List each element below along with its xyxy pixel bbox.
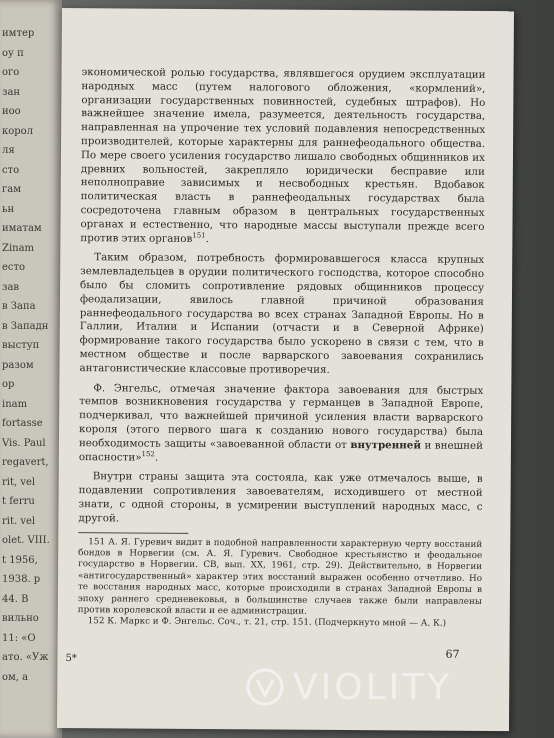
facing-page-line: есто <box>2 262 26 273</box>
violity-logo-icon <box>245 667 285 707</box>
footnote-151: 151 А. Я. Гуревич видит в подобной направленности характерную черту восстаний бондов в Норвегии (см. А. Я. Гуревич. Свободное крестьянство и феодальное государство в Норвегии. СВ, вып. XX, 1961, стр. 29). Действительно, в Норвегии «антигосударственный» характер этих восстаний выражен особенно отчетливо. Но те восстания народных масс, которые происходили в странах Западной Европы в эпоху раннего средневековья, в большинстве случаев также были направлены против королевской власти и ее администрации. <box>77 536 483 617</box>
facing-page-line: иматам <box>2 223 42 234</box>
facing-page-line: гам <box>2 184 21 195</box>
facing-page-line: 11: «О <box>2 632 36 644</box>
signature-mark: 5* <box>65 653 77 665</box>
facing-page-line: разом <box>2 359 34 371</box>
bold-word: внутренней <box>350 438 422 452</box>
facing-page-line: 1938. р <box>2 574 41 585</box>
footnote-ref-152: 152 <box>141 449 155 458</box>
facing-page-line: ля <box>2 145 15 156</box>
watermark <box>245 664 452 710</box>
facing-page-line: regavert, <box>2 457 49 468</box>
watermark-text: VIOLITY <box>293 666 453 708</box>
page-number: 67 <box>445 647 460 661</box>
facing-page-line: fortasse <box>2 418 43 429</box>
facing-page-line: вильно <box>2 613 39 624</box>
facing-page-line: выступ <box>2 340 40 351</box>
facing-page-line: корол <box>2 125 34 137</box>
facing-page-line: зав <box>2 281 20 293</box>
facing-page-line: Zinam <box>2 242 35 254</box>
book-page <box>57 8 514 731</box>
facing-page-line: зан <box>2 86 21 98</box>
facing-page-line: olet. VIII. <box>2 535 50 546</box>
facing-page-line: 44. В <box>2 593 29 605</box>
facing-page-line: t ferru <box>2 496 35 507</box>
facing-page-line: сто <box>2 164 20 176</box>
facing-page-line: rit, vel <box>2 476 36 488</box>
footnote-divider <box>78 532 188 534</box>
facing-page-line: оу п <box>2 47 24 59</box>
paragraph-4: Внутри страны защита эта состояла, как уже отмечалось выше, в подавлении сопротивления завоевателям, исходившего от местной знати, с одной стороны, в усмирении выступлений народных масс, с другой. <box>78 470 483 525</box>
facing-page-line: ого <box>2 67 20 78</box>
paragraph-2: Таким образом, потребность формировавшегося класса крупных землевладельцев в орудии политического господства, которое способно было бы сломить сопротивление рядовых общинников процессу феодализации, явилось главной причиной образования раннефеодального государства во всех странах Западной Европы. Но в Галлии, Италии и Испании (отчасти и в Северной Африке) формирование такого государства было ускорено в связи с тем, что в местном обществе и после варварского завоевания сохранились антагонистические классовые противоречия. <box>79 251 485 376</box>
main-text <box>78 66 486 631</box>
facing-page-line: ор <box>2 379 15 390</box>
paragraph-3-text: Ф. Энгельс, отмечая значение фактора завоевания для быстрых темпов возникновения государства у германцев в Западной Европе, подчеркивал, что важнейшей причиной усиления власти варварского короля (этого первого шага к созданию нового государства) была необходимость защиты «завоеванной области от <box>78 381 484 451</box>
facing-page-line: rit. vel <box>2 515 36 527</box>
paragraph-1: экономической ролью государства, являвшегося орудием эксплуатации народных масс (путем налогового обложения, «кормлений», организации государственных повинностей, судебных штрафов). Но важнейшее значение имела, разумеется, деятельность государства, направленная на упрочение тех условий подавления непосредственных производителей, которые характерны для раннефеодального общества. По мере своего усиления государство лишало свободных общинников их древних вольностей, закрепляло юридически бесправие или неполноправие зависимых и несвободных крестьян. Вдобавок политическая власть в раннефеодальных государствах была сосредоточена главным образом в центральных государственных органах и естественно, что народные массы выступали прежде всего против этих органов$^{151}$. <box>80 66 486 245</box>
footnote-152: 152 К. Маркс и Ф. Энгельс. Соч., т. 21, стр. 151. (Подчеркнуто мной — А. К.) <box>87 616 447 630</box>
paragraph-3-tail: и внешней опасности» <box>78 439 484 464</box>
facing-page-line: ьн <box>2 203 15 215</box>
facing-page-line: Vis. Paul <box>2 437 46 449</box>
facing-page-line: inam <box>2 398 28 410</box>
paragraph-3: Ф. Энгельс, отмечая значение фактора завоевания для быстрых темпов возникновения государства у германцев в Западной Европе, подчеркивал, что важнейшей причиной усиления власти варварского короля (этого первого шага к созданию нового государства) была необходимость защиты «завоеванной области от внутренней и внешней опасности»$^{152}$. <box>78 381 484 464</box>
facing-page-line: в Западн <box>2 320 49 332</box>
facing-page-line: ато. «Уж <box>2 652 49 663</box>
facing-page-line: в Запа <box>2 301 36 312</box>
facing-page-line: имтер <box>2 28 35 39</box>
paragraph-1-text: экономической ролью государства, являвшегося орудием эксплуатации народных масс (путем налогового обложения, «кормлений», организации государственных повинностей, судебных штрафов). Но важнейшее значение имела, разумеется, деятельность государства, направленная на упрочение тех условий подавления непосредственных производителей, которые характерны для раннефеодального общества. По мере своего усиления государство лишало свободных общинников их древних вольностей, закрепляло юридически бесправие или неполноправие зависимых и несвободных крестьян. Вдобавок политическая власть в раннефеодальных государствах была сосредоточена главным образом в центральных государственных органах и естественно, что народные массы выступали прежде всего против этих органов <box>80 66 486 245</box>
facing-page-line: ом, а <box>2 671 29 683</box>
facing-page <box>0 0 62 738</box>
facing-page-line: t 1956, <box>2 554 38 566</box>
footnote-ref-151: 151 <box>192 231 206 240</box>
facing-page-line: иоо <box>2 106 21 117</box>
